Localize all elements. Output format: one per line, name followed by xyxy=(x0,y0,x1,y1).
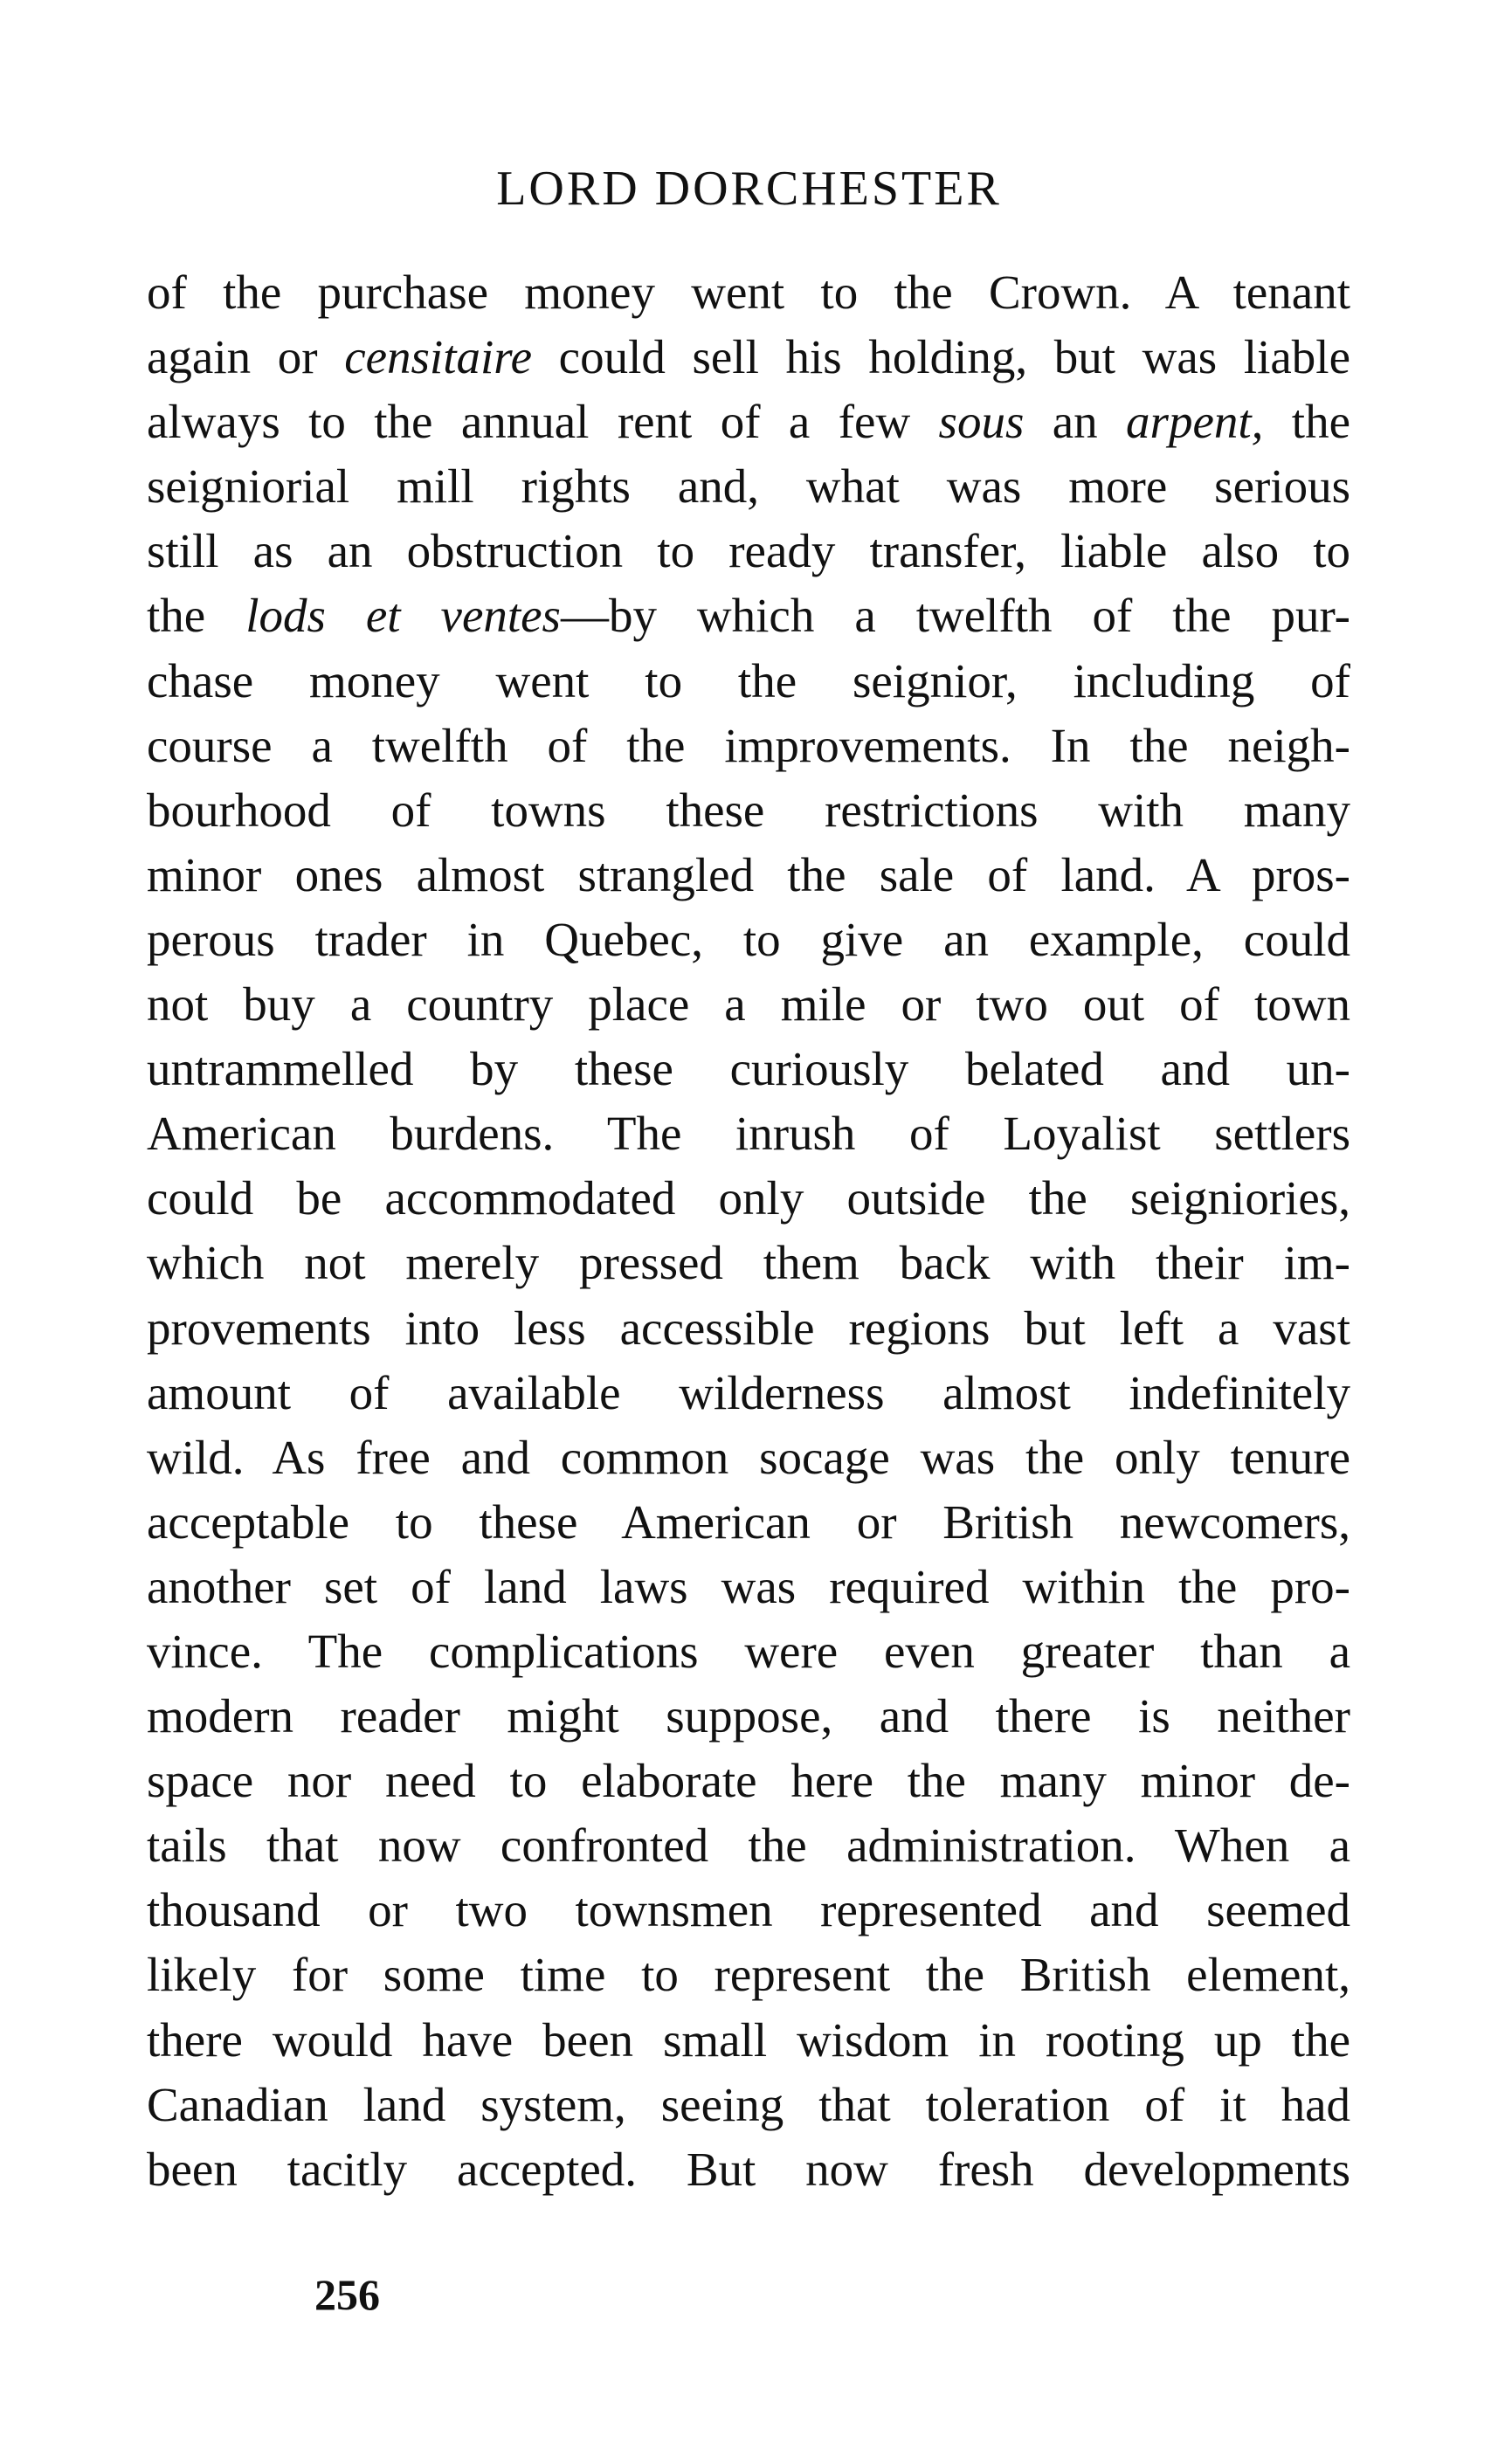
text-line-with-italic xyxy=(147,390,1350,454)
text-line: not buy a country place a mile or two out of town xyxy=(147,977,1350,1032)
italic-term-arpent: arpent, xyxy=(1126,395,1264,449)
text-segment: could sell his holding, but was liable xyxy=(532,330,1351,384)
text-line: amount of available wilderness almost indefinitely xyxy=(147,1365,1350,1419)
text-line: seigniorial mill rights and, what was more serious xyxy=(147,459,1350,514)
text-line: Canadian land system, seeing that toleration of it had xyxy=(147,2077,1350,2131)
text-line: untrammelled by these curiously belated and un- xyxy=(147,1042,1350,1096)
text-line: there would have been small wisdom in rooting up the xyxy=(147,2012,1350,2067)
text-line: still as an obstruction to ready transfer, liable also to xyxy=(147,524,1350,578)
italic-term-censitaire: censitaire xyxy=(344,330,533,384)
text-line-with-italic xyxy=(147,325,1350,390)
text-line: thousand or two townsmen represented and seemed xyxy=(147,1883,1350,1937)
text-line: could be accommodated only outside the seigniories, xyxy=(147,1171,1350,1225)
text-line: provements into less accessible regions but left a vast xyxy=(147,1301,1350,1355)
text-line: perous trader in Quebec, to give an example, could xyxy=(147,912,1350,966)
body-text xyxy=(147,260,1350,2202)
text-segment: the xyxy=(1263,395,1350,449)
text-line: vince. The complications were even greater than a xyxy=(147,1624,1350,1678)
text-segment: the xyxy=(147,589,246,643)
text-line: another set of land laws was required within the pro- xyxy=(147,1559,1350,1613)
running-head: LORD DORCHESTER xyxy=(496,162,1002,216)
text-line: which not merely pressed them back with their im- xyxy=(147,1236,1350,1290)
text-line: minor ones almost strangled the sale of land. A pros- xyxy=(147,847,1350,901)
text-segment: again or xyxy=(147,330,345,384)
text-segment: an xyxy=(1024,395,1127,449)
italic-term-sous: sous xyxy=(938,395,1025,449)
text-line: American burdens. The inrush of Loyalist settlers xyxy=(147,1107,1350,1161)
text-line: course a twelfth of the improvements. In the neigh- xyxy=(147,718,1350,772)
text-line: of the purchase money went to the Crown. A tenant xyxy=(147,266,1350,319)
text-line: tails that now confronted the administration. When a xyxy=(147,1819,1350,1873)
text-line: space nor need to elaborate here the many minor de- xyxy=(147,1754,1350,1808)
page-number: 256 xyxy=(314,2270,380,2319)
text-line: acceptable to these American or British newcomers, xyxy=(147,1494,1350,1549)
text-segment: —by which a twelfth of the pur- xyxy=(560,589,1350,643)
text-line: bourhood of towns these restrictions with many xyxy=(147,783,1350,837)
text-line: chase money went to the seignior, including of xyxy=(147,653,1350,707)
italic-term-lods-et-ventes: lods et ventes xyxy=(245,589,561,643)
text-line: wild. As free and common socage was the only tenure xyxy=(147,1430,1350,1484)
text-line: been tacitly accepted. But now fresh developments xyxy=(147,2142,1350,2196)
text-line: modern reader might suppose, and there is neither xyxy=(147,1689,1350,1743)
text-line-with-italic xyxy=(147,583,1350,648)
text-segment: always to the annual rent of a few xyxy=(147,395,939,449)
text-line: likely for some time to represent the British element, xyxy=(147,1948,1350,2002)
